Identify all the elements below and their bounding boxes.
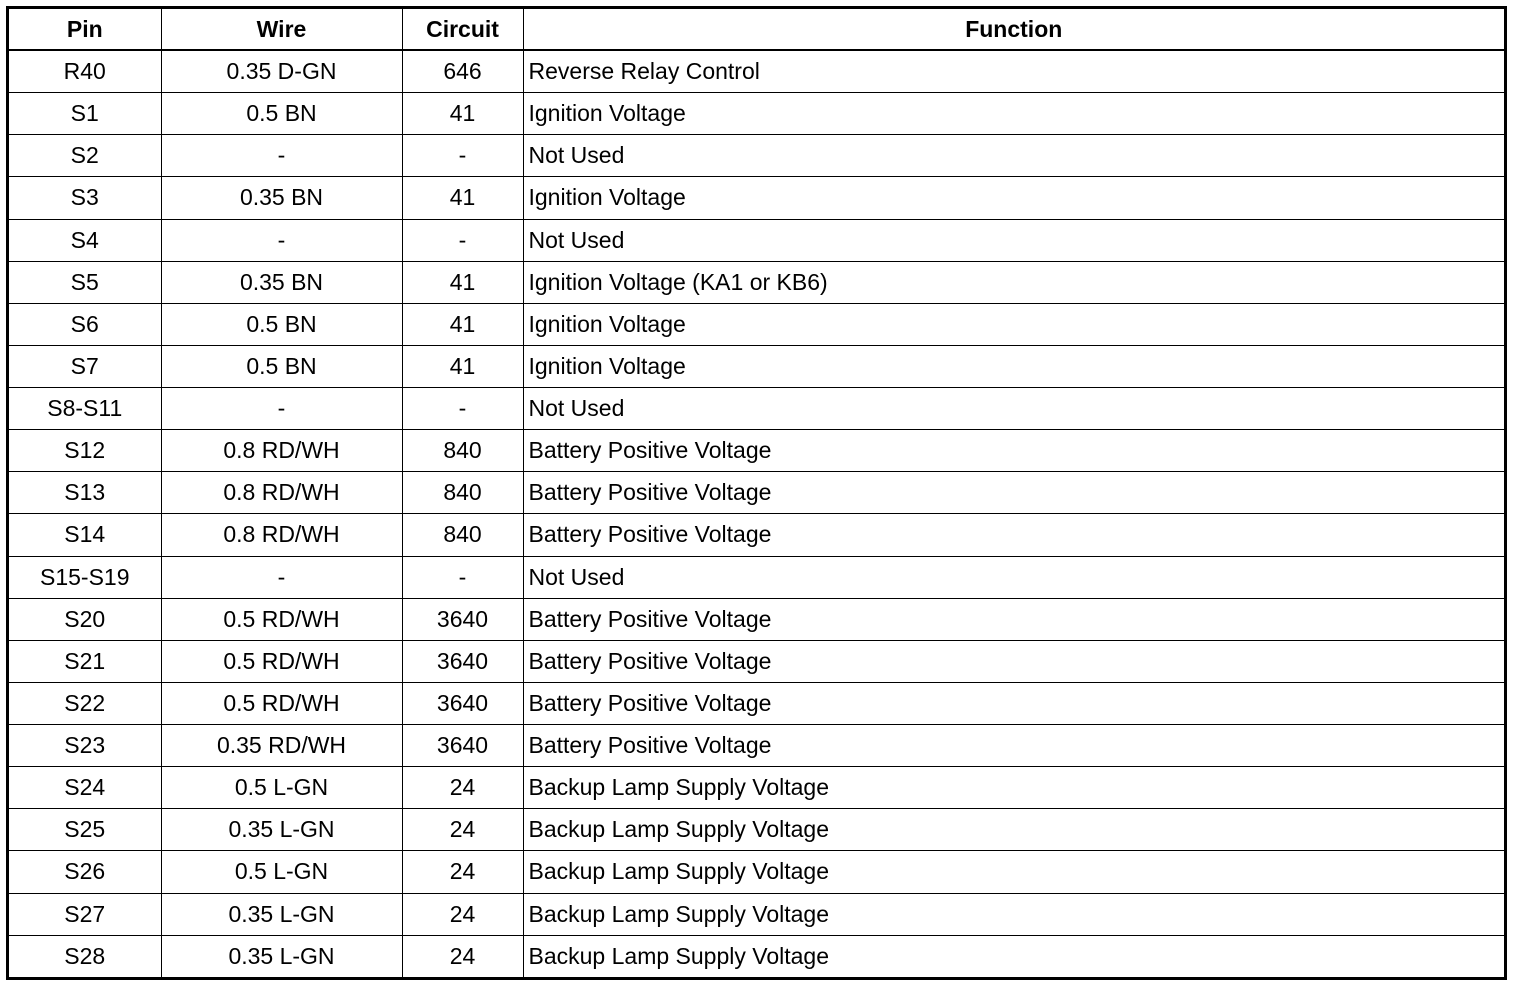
- function-cell: Ignition Voltage: [523, 93, 1504, 135]
- circuit-cell: -: [402, 135, 523, 177]
- circuit-cell: -: [402, 556, 523, 598]
- pin-cell: S21: [9, 640, 161, 682]
- function-cell: Not Used: [523, 556, 1504, 598]
- table-row: [9, 682, 1504, 724]
- pinout-table: [9, 9, 1504, 977]
- function-cell: Battery Positive Voltage: [523, 472, 1504, 514]
- table-row: [9, 851, 1504, 893]
- table-row: [9, 725, 1504, 767]
- table-row: [9, 388, 1504, 430]
- circuit-cell: 24: [402, 809, 523, 851]
- wire-cell: 0.35 BN: [161, 177, 402, 219]
- pin-cell: R40: [9, 50, 161, 93]
- pin-cell: S1: [9, 93, 161, 135]
- function-cell: Backup Lamp Supply Voltage: [523, 851, 1504, 893]
- wire-cell: 0.35 D-GN: [161, 50, 402, 93]
- function-cell: Backup Lamp Supply Voltage: [523, 935, 1504, 977]
- table-header: [9, 9, 1504, 50]
- function-cell: Ignition Voltage (KA1 or KB6): [523, 261, 1504, 303]
- wire-cell: 0.8 RD/WH: [161, 430, 402, 472]
- wire-cell: 0.8 RD/WH: [161, 514, 402, 556]
- wire-cell: 0.5 L-GN: [161, 767, 402, 809]
- pin-cell: S7: [9, 345, 161, 387]
- wire-cell: 0.35 L-GN: [161, 809, 402, 851]
- wire-cell: 0.35 RD/WH: [161, 725, 402, 767]
- table-row: [9, 514, 1504, 556]
- wire-cell: 0.5 L-GN: [161, 851, 402, 893]
- function-cell: Backup Lamp Supply Voltage: [523, 809, 1504, 851]
- function-cell: Backup Lamp Supply Voltage: [523, 767, 1504, 809]
- header-row: [9, 9, 1504, 50]
- circuit-cell: 41: [402, 303, 523, 345]
- pin-cell: S15-S19: [9, 556, 161, 598]
- pin-cell: S4: [9, 219, 161, 261]
- table-row: [9, 345, 1504, 387]
- pin-cell: S5: [9, 261, 161, 303]
- wire-cell: 0.5 RD/WH: [161, 682, 402, 724]
- circuit-cell: -: [402, 219, 523, 261]
- pin-cell: S14: [9, 514, 161, 556]
- circuit-cell: 840: [402, 472, 523, 514]
- table-body: [9, 50, 1504, 977]
- wire-cell: 0.5 BN: [161, 93, 402, 135]
- circuit-cell: 41: [402, 93, 523, 135]
- table-row: [9, 261, 1504, 303]
- wire-cell: 0.5 RD/WH: [161, 640, 402, 682]
- function-cell: Ignition Voltage: [523, 345, 1504, 387]
- circuit-cell: 840: [402, 430, 523, 472]
- circuit-cell: -: [402, 388, 523, 430]
- function-cell: Not Used: [523, 388, 1504, 430]
- circuit-cell: 24: [402, 851, 523, 893]
- pin-cell: S24: [9, 767, 161, 809]
- wire-cell: 0.5 BN: [161, 345, 402, 387]
- function-cell: Not Used: [523, 219, 1504, 261]
- circuit-cell: 3640: [402, 640, 523, 682]
- circuit-cell: 41: [402, 261, 523, 303]
- wire-cell: -: [161, 556, 402, 598]
- circuit-cell: 24: [402, 893, 523, 935]
- function-cell: Battery Positive Voltage: [523, 640, 1504, 682]
- circuit-cell: 41: [402, 177, 523, 219]
- pin-cell: S13: [9, 472, 161, 514]
- circuit-cell: 646: [402, 50, 523, 93]
- table-row: [9, 893, 1504, 935]
- pin-cell: S8-S11: [9, 388, 161, 430]
- table-row: [9, 177, 1504, 219]
- function-cell: Battery Positive Voltage: [523, 682, 1504, 724]
- circuit-cell: 41: [402, 345, 523, 387]
- table-row: [9, 135, 1504, 177]
- function-cell: Battery Positive Voltage: [523, 430, 1504, 472]
- wire-cell: 0.5 RD/WH: [161, 598, 402, 640]
- pin-cell: S2: [9, 135, 161, 177]
- table-row: [9, 303, 1504, 345]
- function-cell: Ignition Voltage: [523, 177, 1504, 219]
- table-row: [9, 640, 1504, 682]
- pinout-table-container: [6, 6, 1507, 980]
- table-row: [9, 935, 1504, 977]
- wire-cell: 0.8 RD/WH: [161, 472, 402, 514]
- table-row: [9, 219, 1504, 261]
- header-circuit: Circuit: [402, 9, 523, 50]
- pin-cell: S6: [9, 303, 161, 345]
- circuit-cell: 3640: [402, 725, 523, 767]
- header-function: Function: [523, 9, 1504, 50]
- pin-cell: S3: [9, 177, 161, 219]
- table-row: [9, 556, 1504, 598]
- table-row: [9, 767, 1504, 809]
- pin-cell: S23: [9, 725, 161, 767]
- table-row: [9, 809, 1504, 851]
- wire-cell: 0.35 BN: [161, 261, 402, 303]
- function-cell: Battery Positive Voltage: [523, 725, 1504, 767]
- table-row: [9, 93, 1504, 135]
- function-cell: Battery Positive Voltage: [523, 514, 1504, 556]
- function-cell: Not Used: [523, 135, 1504, 177]
- table-row: [9, 430, 1504, 472]
- pin-cell: S28: [9, 935, 161, 977]
- header-pin: Pin: [9, 9, 161, 50]
- pin-cell: S20: [9, 598, 161, 640]
- function-cell: Backup Lamp Supply Voltage: [523, 893, 1504, 935]
- function-cell: Reverse Relay Control: [523, 50, 1504, 93]
- table-row: [9, 472, 1504, 514]
- wire-cell: -: [161, 135, 402, 177]
- circuit-cell: 24: [402, 935, 523, 977]
- circuit-cell: 3640: [402, 682, 523, 724]
- header-wire: Wire: [161, 9, 402, 50]
- circuit-cell: 24: [402, 767, 523, 809]
- wire-cell: -: [161, 388, 402, 430]
- wire-cell: -: [161, 219, 402, 261]
- circuit-cell: 840: [402, 514, 523, 556]
- function-cell: Ignition Voltage: [523, 303, 1504, 345]
- table-row: [9, 50, 1504, 93]
- circuit-cell: 3640: [402, 598, 523, 640]
- function-cell: Battery Positive Voltage: [523, 598, 1504, 640]
- pin-cell: S12: [9, 430, 161, 472]
- table-row: [9, 598, 1504, 640]
- pin-cell: S27: [9, 893, 161, 935]
- pin-cell: S25: [9, 809, 161, 851]
- wire-cell: 0.5 BN: [161, 303, 402, 345]
- wire-cell: 0.35 L-GN: [161, 935, 402, 977]
- pin-cell: S26: [9, 851, 161, 893]
- wire-cell: 0.35 L-GN: [161, 893, 402, 935]
- pin-cell: S22: [9, 682, 161, 724]
